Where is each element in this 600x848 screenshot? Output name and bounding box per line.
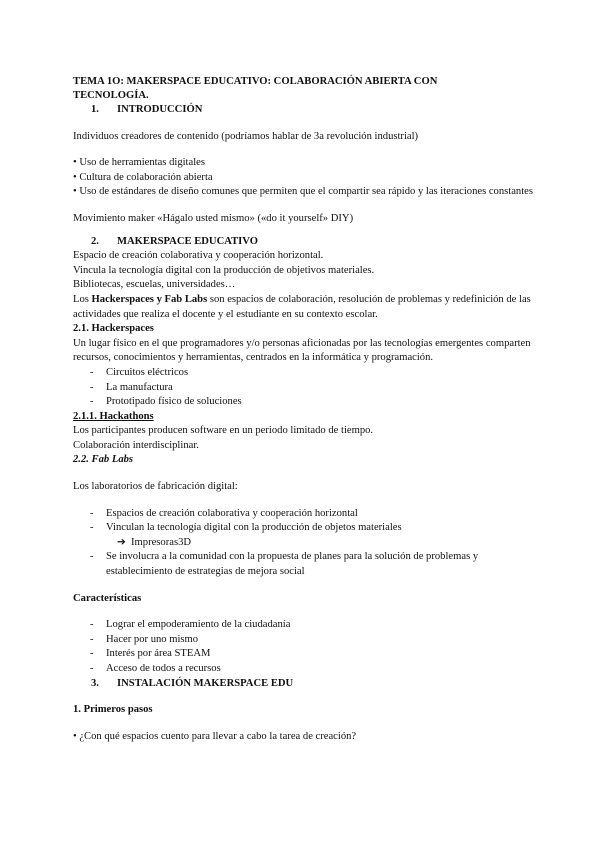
section-2-number: 2. (91, 235, 99, 247)
list-item: - Circuitos eléctricos (73, 366, 533, 381)
list-item: - Hacer por uno mismo (73, 633, 533, 648)
section-2-line: Vincula la tecnología digital con la producción de objetivos materiales. (73, 264, 375, 276)
section-2-heading (73, 235, 533, 250)
section-3-label: INSTALACIÓN MAKERSPACE EDU (117, 677, 294, 689)
document-title (73, 75, 533, 103)
hackathons-line: Colaboración interdisciplinar. (73, 439, 199, 451)
list-item: - Prototipado físico de soluciones (73, 395, 533, 410)
para-pre: Los (73, 293, 92, 305)
fablabs-list-cont (73, 550, 533, 579)
section-1-label: INTRODUCCIÓN (117, 104, 203, 115)
subsection-2-1-title: 2.1. Hackerspaces (73, 323, 154, 335)
subsection-2-1-text: Un lugar físico en el que programadores y/o personas aficionadas por las tecnologías emergentes comparten recursos, conocimientos y herramientas, centrados en la informática y programación. (73, 337, 531, 364)
bullet-item: • Uso de estándares de diseño comunes que permiten que el compartir sea rápido y las iteraciones constantes (73, 186, 533, 198)
bullet-item: • Uso de herramientas digitales (73, 157, 205, 169)
subsection-2-1-1-title: 2.1.1. Hackathons (73, 410, 154, 422)
section-3-number: 3. (91, 677, 99, 689)
para-bold: Hackerspaces y Fab Labs (91, 293, 208, 305)
caracteristicas-list (73, 618, 533, 676)
bullet-item: • ¿Con qué espacios cuento para llevar a cabo la tarea de creación? (73, 730, 357, 742)
caracteristicas-title: Características (73, 592, 142, 604)
arrow-icon: ➔ (117, 536, 126, 548)
list-item: - Se involucra a la comunidad con la propuesta de planes para la solución de problemas y establecimiento de estrategias de mejora social (73, 550, 533, 579)
fablabs-intro: Los laboratorios de fabricación digital: (73, 481, 238, 493)
intro-paragraph: Individuos creadores de contenido (podríamos hablar de 3a revolución industrial) (73, 130, 419, 142)
subsection-2-2-title: 2.2. Fab Labs (73, 454, 134, 466)
sub-list-item-text: Impresoras3D (131, 536, 192, 548)
section-2-line: Bibliotecas, escuelas, universidades… (73, 279, 236, 291)
list-item: - Interés por área STEAM (73, 647, 533, 662)
document-page (73, 75, 533, 744)
hackerspaces-list (73, 366, 533, 410)
title-line-1: TEMA 1O: MAKERSPACE EDUCATIVO: COLABORACIÓN ABIERTA CON (73, 76, 438, 87)
para-post: son espacios de colaboración, resolución de problemas y redefinición de las actividades que realiza el docente y el estudiante en su contexto escolar. (73, 293, 531, 320)
section-1-heading (73, 103, 533, 118)
sub-list-item (73, 536, 533, 551)
list-item: - Vinculan la tecnología digital con la producción de objetos materiales (73, 521, 533, 536)
fablabs-list (73, 507, 533, 536)
title-line-2: TECNOLOGÍA. (73, 90, 149, 101)
maker-movement-line: Movimiento maker «Hágalo usted mismo» («do it yourself» DIY) (73, 212, 354, 224)
bullet-item: • Cultura de colaboración abierta (73, 171, 213, 183)
hackathons-line: Los participantes producen software en un periodo limitado de tiempo. (73, 425, 374, 437)
list-item: - La manufactura (73, 381, 533, 396)
list-item: - Lograr el empoderamiento de la ciudadanía (73, 618, 533, 633)
primeros-pasos-title: 1. Primeros pasos (73, 704, 153, 716)
section-3-heading (73, 677, 533, 692)
section-2-line: Espacio de creación colaborativa y cooperación horizontal. (73, 250, 324, 262)
list-item: - Acceso de todos a recursos (73, 662, 533, 677)
section-1-number: 1. (91, 104, 99, 115)
section-2-label: MAKERSPACE EDUCATIVO (117, 235, 258, 247)
list-item: - Espacios de creación colaborativa y cooperación horizontal (73, 507, 533, 522)
hackerspaces-fablabs-paragraph (73, 293, 533, 322)
